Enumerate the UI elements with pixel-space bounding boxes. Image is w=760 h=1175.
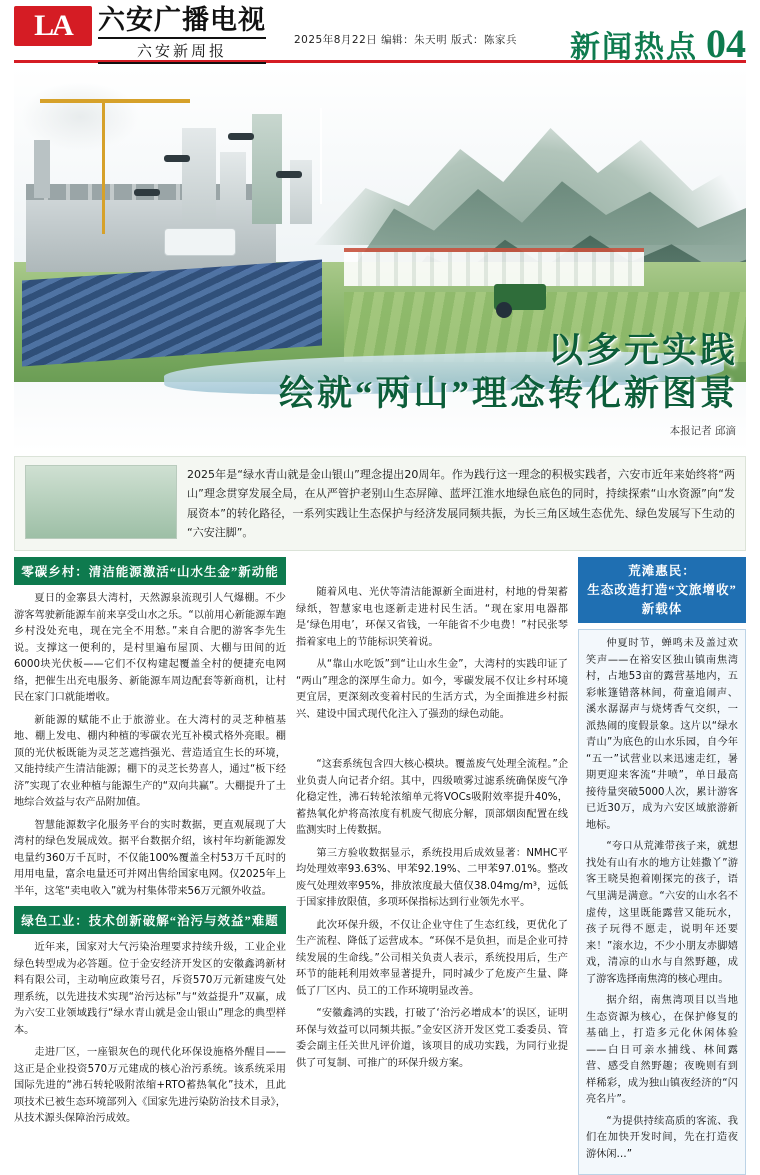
- building-4: [290, 160, 312, 224]
- column-left-body-2: [14, 940, 286, 1128]
- building-2: [220, 152, 246, 224]
- brand: [14, 6, 517, 64]
- column-right-sidebar: [578, 557, 746, 1175]
- paragraph: 夏日的金寨县大湾村，天然源泉流现引人气爆棚。不少游客驾驶新能源车前来享受山水之乐。“以前用心新能源车跑乡村没处充电，现在完全不用愁。”来自合肥的游客李先生说。支撑这一便利的，是村里遍布屋顶、大棚与田间的近6000块光伏板——它们不仅构建起覆盖全村的便捷充电网络，把催生出充电服务、新能源车周边配套等新商机，让村民在家门口就能增收。: [14, 593, 286, 704]
- column-middle-body: [296, 585, 568, 723]
- paragraph: 走进厂区，一座银灰色的现代化环保设施格外醒目——这正是企业投资570万元建成的核心治污系统。该系统采用国际先进的“沸石转轮吸附浓缩+RTO蓄热氧化”技术，且此项技术已被生态环境部列入《国家先进污染防治技术目录》，从技术源头保障治污成效。: [14, 1047, 286, 1125]
- hero-headline: [279, 329, 738, 417]
- wind-turbine-icon: [320, 108, 322, 204]
- lead-paragraph-box: [14, 456, 746, 551]
- village-houses: [344, 248, 644, 286]
- paragraph: 智慧能源数字化服务平台的实时数据，更直观展现了大湾村的绿色发展成效。据平台数据介绍，该村年均新能源发电量约360万千瓦时，不仅能100%覆盖全村53万千瓦时的用用电量，富余电量还可并网出售给国家电网。仅2025年上半年，这笔“卖电收入”就为村集体带来56万元额外收益。: [14, 819, 286, 897]
- issue-meta: 2025年8月22日 编辑：朱天明 版式：陈家兵: [294, 34, 517, 46]
- building-1: [182, 128, 216, 224]
- paragraph: 据介绍，南焦湾项目以当地生态资源为核心，在保护修复的基础上，打造多元化休闲体验——白日可亲水捕线、林间露营、感受自然野趣；夜晚则有到样稀彩，成为独山镇夜经济的“闪亮名片”。: [586, 995, 738, 1106]
- hero-headline-line1: 以多元实践: [547, 330, 738, 370]
- column-middle: [296, 557, 568, 1175]
- column-middle-body-2: [296, 757, 568, 1072]
- hero-headline-line2: 绘就“两山”理念转化新图景: [278, 374, 738, 414]
- section-title: 新闻热点: [570, 31, 698, 64]
- paragraph: 此次环保升级，不仅让企业守住了生态红线，更优化了生产流程、降低了运营成本。“环保不是负担，而是企业可持续发展的生命线。”公司相关负责人表示，系统投用后，生产环节的能耗利用效率显著提升，同时减少了危废产生量、降低了厂区内、员工的工作环境明显改善。: [296, 919, 568, 997]
- tractor-icon: [494, 284, 546, 310]
- section-band-wetland: [578, 557, 746, 623]
- paragraph: “为提供持续高质的客流、我们在加快开发时间，先在打造夜游休闲…”: [586, 1115, 738, 1160]
- hero-illustration: [14, 67, 746, 452]
- crane-icon: [102, 99, 105, 234]
- drone-icon: [276, 171, 302, 178]
- brand-sub-title: 六安新周报: [136, 44, 227, 61]
- drone-icon: [228, 133, 254, 140]
- lead-text: 2025年是“绿水青山就是金山银山”理念提出20周年。作为践行这一理念的积极实践者，六安市近年来始终将“两山”理念贯穿发展全局，在从严管护老别山生态屏障、蓝坪江淮水地绿色底色的同时，持续探索“山水资源”向“发展资本”的转化路径，一系列实践让生态保护与经济发展同频共振，为长三角区域生态优先、绿色发展写下生动的“六安注脚”。: [187, 468, 735, 539]
- factory-chimney-icon: [34, 140, 50, 198]
- paragraph: 第三方验收数据显示，系统投用后成效显著：NMHC平均处理效率93.63%、甲苯92.19%、二甲苯97.01%。整改废气处理效率95%，排放浓度最大值仅38.04mg/m³，远低于国家排放限值，多项环保指标达到行业领先水平。: [296, 847, 568, 909]
- page-number: 04: [706, 21, 746, 66]
- paragraph: 新能源的赋能不止于旅游业。在大湾村的灵芝种植基地、棚上发电、棚内种植的零碳农光互补模式格外亮眼。棚顶的光伏板既能为灵芝芝遮挡强光、营造适宜生长的环境，又能持续产生清洁能源；棚下的灵芝长势喜人，通过“板下经济”实现了农业种植与能源生产的“双向共赢”。大棚提升了土地综合效益与农产品附加值。: [14, 714, 286, 809]
- paragraph: 近年来，国家对大气污染治理要求持续升级，工业企业绿色转型成为必答题。位于金安经济开发区的安徽鑫鸿新材料有限公司，主动响应政策号召，斥资570万元新建废气处理系统，以先进技术实现“治污达标”与“效益提升”双赢，成为六安工业领域践行“绿水青山就是金山银山”理念的典型样本。: [14, 942, 286, 1036]
- column-left: [14, 557, 286, 1175]
- section-header: [570, 22, 746, 66]
- band-line-2: 生态改造打造“文旅增收”: [587, 582, 737, 597]
- paragraph: “安徽鑫鸿的实践，打破了‘治污必增成本’的误区，证明环保与效益可以同频共振。”金安区济开发区党工委委员、管委会副主任关世凡评价道，该项目的成功实践，为同行业提供了可复制、可推广的环保升级方案。: [296, 1008, 568, 1069]
- electric-van-icon: [164, 228, 236, 256]
- brand-main-title: 六安广播电视: [98, 5, 266, 35]
- sidebar-article: [578, 629, 746, 1175]
- hero-byline: 本报记者 邱滴: [669, 425, 736, 437]
- building-3: [252, 114, 282, 224]
- column-left-body: [14, 591, 286, 900]
- brand-text: [98, 6, 266, 64]
- masthead: [10, 0, 750, 66]
- paragraph: 从“靠山水吃饭”到“让山水生金”，大湾村的实践印证了“两山”理念的深厚生命力。如今，零碳发展不仅让乡村环境更宜居，更深刻改变着村民的生活方式，为全面推进乡村振兴、建设中国式现代化注入了强劲的绿色动能。: [296, 659, 568, 720]
- lead-photo: [25, 465, 177, 539]
- paragraph: “夸口从荒滩带孩子来，就想找处有山有水的地方让娃撒丫”游客王晓昊抱着刚探完的孩子，语气里满是满意。“六安的山水名不虚传，这里既能露营又能玩水，孩子玩得不愿走，说明年还要来！”滚水边，不少小朋友赤脚嬉戏，清凉的山水与自然野趣，成了游客选择南焦湾的核心理由。: [586, 841, 738, 985]
- brand-sub-wrapper: [98, 37, 266, 64]
- article-columns: [10, 557, 750, 1175]
- paragraph: 随着风电、光伏等清洁能源新全面进村，村地的骨架蓄绿纸，智慧家电也逐新走进村民生活。“现在家用电器都是‘绿色用电’，环保又省钱，一年能省不少电费！”村民张琴指着家电上的节能标识笑着说。: [296, 587, 568, 648]
- paragraph: “这套系统包含四大核心模块。覆盖废气处理全流程。”企业负责人向记者介绍。其中，四级喷雾过滤系统确保废气净化稳定性，沸石转轮浓缩单元将VOCs吸附效率提升40%，蓄热氧化炉将高浓度有机废气彻底分解，顶部烟囱配置在线监测实时上传数据。: [296, 759, 568, 837]
- drone-icon: [164, 155, 190, 162]
- paragraph: 仲夏时节，蝉鸣未及盖过欢笑声——在裕安区独山镇南焦湾村，占地53亩的露营基地内，五彩帐篷错落林间，荷童追闹声、溪水潺潺声与烧烤香气交织，一派热闹的度假景象。这片以“绿水青山”为底色的山水乐园，自今年“五一”试营业以来迅速走红，暑期更迎来客流“井喷”，单日最高接待量突破5000人次，累计游客已近30万，成为六安区域旅游新地标。: [586, 638, 738, 831]
- section-band-zerocarbon: 零碳乡村：清洁能源激活“山水生金”新动能: [14, 557, 286, 585]
- sidebar-body: [586, 636, 738, 1163]
- drone-icon: [134, 189, 160, 196]
- logo-icon: LA: [14, 6, 92, 46]
- band-line-3: 新载体: [641, 601, 683, 616]
- section-band-greenindustry: 绿色工业：技术创新破解“治污与效益”难题: [14, 906, 286, 934]
- band-line-1: 荒滩惠民：: [628, 564, 696, 578]
